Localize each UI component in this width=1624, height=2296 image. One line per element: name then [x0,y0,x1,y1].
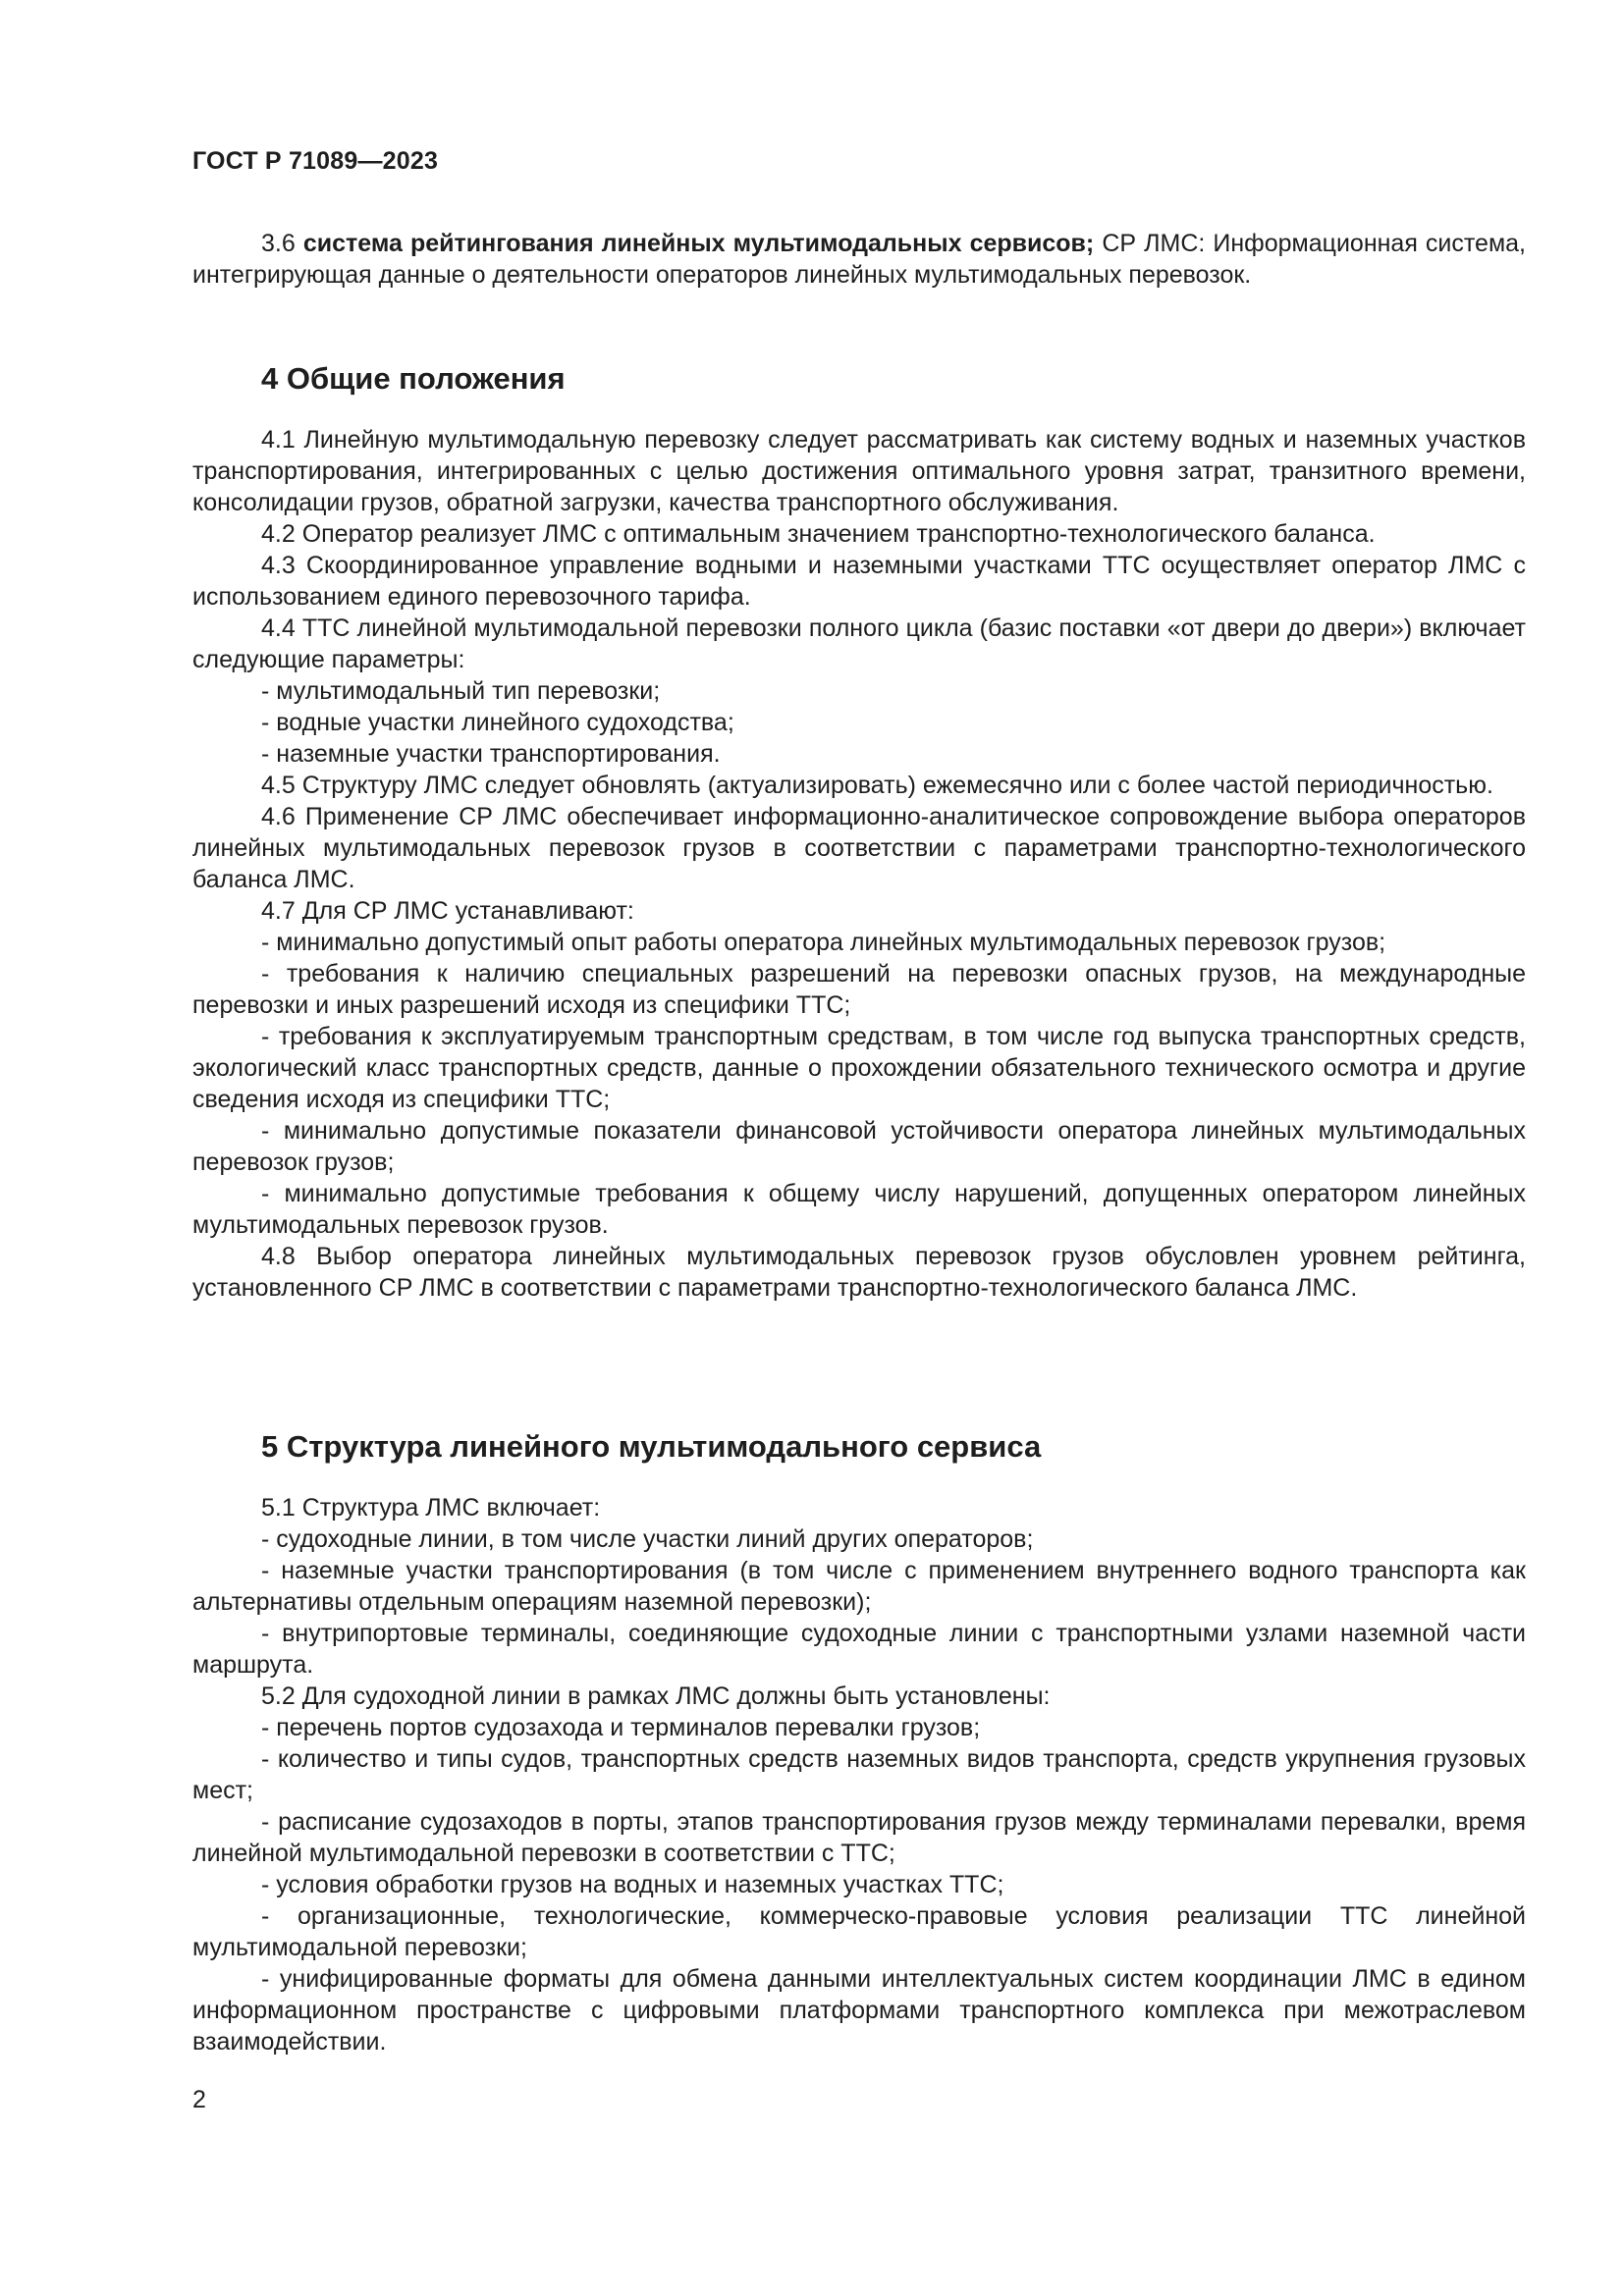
page-number: 2 [192,2086,206,2113]
paragraph: 4.5 Структуру ЛМС следует обновлять (актуализировать) ежемесячно или с более частой периодичностью. [261,772,1493,799]
list-item: - мультимодальный тип перевозки; [261,677,661,705]
paragraph: 4.1 Линейную мультимодальную перевозку следует рассматривать как систему водных и наземных участков транспортирования, интегрированных с целью достижения оптимального уровня затрат, транзитного времени, консолидации грузов, обратной загрузки, качества транспортного обслуживания. [192,426,1526,516]
paragraph: 4.4 ТТС линейной мультимодальной перевозки полного цикла (базис поставки «от двери до двери») включает следующие параметры: [192,614,1526,673]
section-4-body [192,424,1526,1304]
paragraph: 4.2 Оператор реализует ЛМС с оптимальным значением транспортно-технологического баланса. [261,520,1376,548]
document-header: ГОСТ Р 71089—2023 [192,147,439,175]
definition-paragraph [192,228,1526,291]
definition-3-6 [192,228,1526,291]
list-item: - наземные участки транспортирования. [261,740,721,768]
definition-number: 3.6 [261,230,296,257]
definition-term: система рейтингования линейных мультимодальных сервисов; [302,230,1095,257]
list-item: - судоходные линии, в том числе участки линий других операторов; [261,1525,1034,1553]
section-4-title: 4 Общие положения [261,361,566,396]
list-item: - требования к эксплуатируемым транспортным средствам, в том числе год выпуска транспортных средств, экологический класс транспортных средств, данные о прохождении обязательного технического осмотра и другие сведения исходя из специфики ТТС; [192,1023,1526,1113]
definition-text: СР ЛМС: Информационная система, интегрирующая данные о деятельности операторов линейных мультимодальных перевозок. [192,230,1527,289]
paragraph: 4.8 Выбор оператора линейных мультимодальных перевозок грузов обусловлен уровнем рейтинга, установленного СР ЛМС в соответствии с параметрами транспортно-технологического баланса ЛМС. [192,1243,1526,1302]
list-item: - условия обработки грузов на водных и наземных участках ТТС; [261,1871,1004,1898]
paragraph: 5.1 Структура ЛМС включает: [261,1494,601,1522]
paragraph: 5.2 Для судоходной линии в рамках ЛМС должны быть установлены: [261,1682,1051,1710]
list-item: - минимально допустимые показатели финансовой устойчивости оператора линейных мультимодальных перевозок грузов; [192,1117,1526,1176]
list-item: - водные участки линейного судоходства; [261,709,734,736]
paragraph: 4.7 Для СР ЛМС устанавливают: [261,897,634,925]
paragraph: 4.6 Применение СР ЛМС обеспечивает информационно-аналитическое сопровождение выбора операторов линейных мультимодальных перевозок грузов в соответствии с параметрами транспортно-технологического баланса ЛМС. [192,803,1526,893]
paragraph: 4.3 Скоординированное управление водными и наземными участками ТТС осуществляет оператор ЛМС с использованием единого перевозочного тарифа. [192,552,1526,611]
list-item: - минимально допустимый опыт работы оператора линейных мультимодальных перевозок грузов; [261,929,1386,956]
section-5-title: 5 Структура линейного мультимодального сервиса [261,1429,1042,1464]
list-item: - минимально допустимые требования к общему числу нарушений, допущенных оператором линейных мультимодальных перевозок грузов. [192,1180,1526,1239]
list-item: - перечень портов судозахода и терминалов перевалки грузов; [261,1714,981,1741]
list-item: - организационные, технологические, коммерческо-правовые условия реализации ТТС линейной мультимодальной перевозки; [192,1902,1526,1961]
list-item: - количество и типы судов, транспортных средств наземных видов транспорта, средств укрупнения грузовых мест; [192,1745,1526,1804]
list-item: - расписание судозаходов в порты, этапов транспортирования грузов между терминалами перевалки, время линейной мультимодальной перевозки в соответствии с ТТС; [192,1808,1526,1867]
section-5-body [192,1492,1526,2057]
list-item: - унифицированные форматы для обмена данными интеллектуальных систем координации ЛМС в едином информационном пространстве с цифровыми платформами транспортного комплекса при межотраслевом взаимодействии. [192,1965,1526,2056]
list-item: - внутрипортовые терминалы, соединяющие судоходные линии с транспортными узлами наземной части маршрута. [192,1620,1526,1679]
list-item: - наземные участки транспортирования (в том числе с применением внутреннего водного транспорта как альтернативы отдельным операциям наземной перевозки); [192,1557,1526,1616]
list-item: - требования к наличию специальных разрешений на перевозки опасных грузов, на международные перевозки и иных разрешений исходя из специфики ТТС; [192,960,1526,1019]
